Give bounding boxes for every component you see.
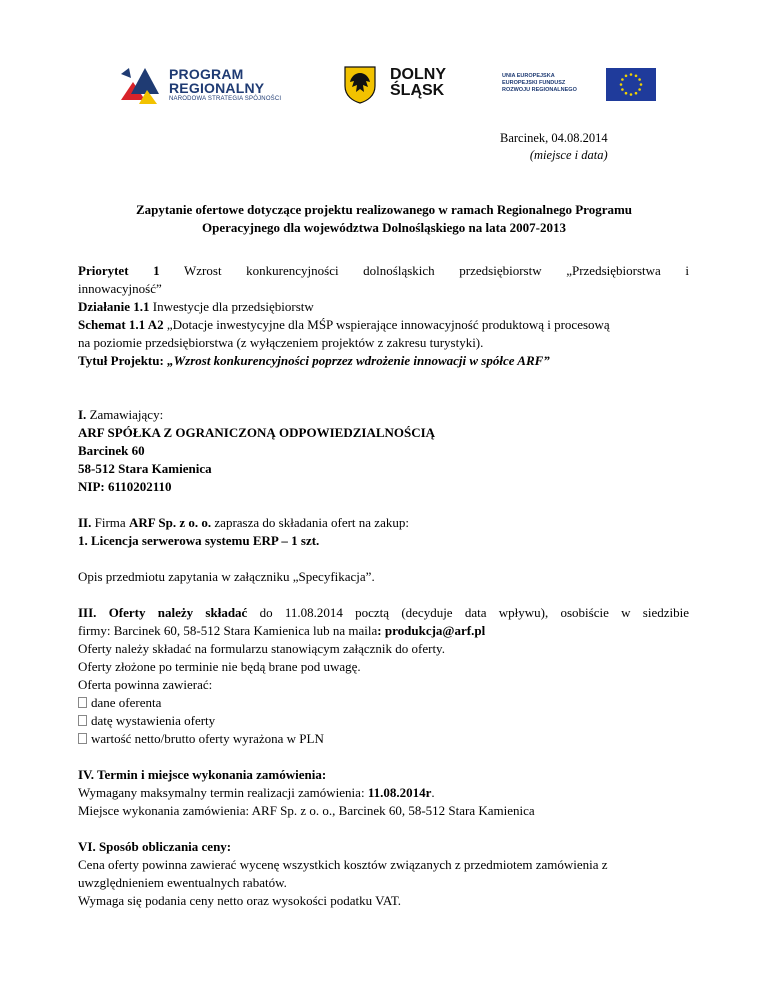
place-date — [500, 130, 608, 164]
section3-text1: do 11.08.2014 pocztą (decyduje data wpływu), osobiście w siedzibie — [259, 605, 689, 620]
priority-line — [78, 262, 689, 280]
list-item: wartość netto/brutto oferty wyrażona w PLN — [78, 730, 689, 748]
title-line2: Operacyjnego dla województwa Dolnośląskiego na lata 2007-2013 — [202, 220, 566, 235]
ordering-company-city: 58-512 Stara Kamienica — [78, 461, 212, 476]
purchase-item: 1. Licencja serwerowa systemu ERP – 1 szt. — [78, 533, 320, 548]
project-title-text: „Wzrost konkurencyjności poprzez wdrożenie innowacji w spółce ARF” — [167, 353, 550, 368]
document-body — [78, 262, 689, 910]
priority-line2: innowacyjność” — [78, 281, 162, 296]
section1-heading — [78, 406, 689, 424]
bullet-icon — [78, 715, 87, 726]
section2-pre: Firma — [94, 515, 126, 530]
ordering-company-nip: NIP: 6110202110 — [78, 479, 172, 494]
eu-logo-line1: UNIA EUROPEJSKA — [502, 73, 555, 79]
eu-logo-line2: EUROPEJSKI FUNDUSZ — [502, 80, 566, 86]
section3-heading: III. Oferty należy składać — [78, 605, 248, 620]
section2-num: II. — [78, 515, 92, 530]
priority-label: Priorytet 1 — [78, 263, 160, 278]
section1-label: Zamawiający: — [89, 407, 164, 422]
action-label: Działanie 1.1 — [78, 299, 150, 314]
section4-heading: IV. Termin i miejsce wykonania zamówienia: — [78, 767, 327, 782]
program-logo-line2: REGIONALNY — [169, 80, 265, 96]
contact-email: : produkcja@arf.pl — [377, 623, 486, 638]
list-item: dane oferenta — [78, 694, 689, 712]
program-regionalny-logo — [117, 60, 317, 108]
price-line3: Wymaga się podania ceny netto oraz wysokości podatku VAT. — [78, 893, 402, 908]
dolny-slask-line1: DOLNY — [390, 66, 446, 83]
price-line1: Cena oferty powinna zawierać wycenę wszystkich kosztów związanych z przedmiotem zamówienia z — [78, 857, 608, 872]
action-text: Inwestycje dla przedsiębiorstw — [152, 299, 314, 314]
priority-text: Wzrost konkurencyjności dolnośląskich przedsiębiorstw „Przedsiębiorstwa i — [184, 263, 689, 278]
document-title — [70, 201, 698, 237]
list-item: datę wystawienia oferty — [78, 712, 689, 730]
eu-flag-icon — [606, 68, 656, 101]
scheme-line2: na poziomie przedsiębiorstwa (z wyłączeniem projektów z zakresu turystyki). — [78, 335, 484, 350]
scheme-label: Schemat 1.1 A2 — [78, 317, 164, 332]
ordering-company-street: Barcinek 60 — [78, 443, 145, 458]
place-date-caption: (miejsce i data) — [529, 148, 608, 162]
eu-logo — [498, 65, 658, 105]
program-logo-line3: NARODOWA STRATEGIA SPÓJNOŚCI — [169, 96, 282, 102]
scheme-text: „Dotacje inwestycyjne dla MŚP wspierające innowacyjność produktową i procesową — [166, 317, 610, 332]
section3-text2: firmy: Barcinek 60, 58-512 Stara Kamienica lub na maila — [78, 623, 378, 638]
eu-logo-line3: ROZWOJU REGIONALNEGO — [502, 87, 577, 93]
ordering-company-name: ARF SPÓŁKA Z OGRANICZONĄ ODPOWIEDZIALNOŚCIĄ — [78, 425, 436, 440]
program-regionalny-emblem-icon — [117, 60, 165, 108]
deadline-date: 11.08.2014r — [367, 785, 432, 800]
title-line1: Zapytanie ofertowe dotyczące projektu realizowanego w ramach Regionalnego Programu — [135, 202, 633, 217]
section2-company: ARF Sp. z o. o. — [128, 515, 212, 530]
specification-note: Opis przedmiotu zapytania w załączniku „Specyfikacja”. — [78, 569, 375, 584]
bullet-icon — [78, 733, 87, 744]
section5-heading: VI. Sposób obliczania ceny: — [78, 839, 232, 854]
deadline-line: Wymagany maksymalny termin realizacji zamówienia: 11.08.2014r. — [78, 785, 435, 800]
late-note: Oferty złożone po terminie nie będą brane pod uwagę. — [78, 659, 361, 674]
project-title-line — [78, 352, 689, 370]
section3-line2 — [78, 622, 689, 640]
place-date-value: Barcinek, 04.08.2014 — [500, 131, 608, 145]
bullet-icon — [78, 697, 87, 708]
scheme-line — [78, 316, 689, 334]
action-line — [78, 298, 689, 316]
execution-place: Miejsce wykonania zamówienia: ARF Sp. z o. o., Barcinek 60, 58-512 Stara Kamienica — [78, 803, 535, 818]
offer-contents-label: Oferta powinna zawierać: — [78, 677, 213, 692]
project-title-label: Tytuł Projektu: — [78, 353, 164, 368]
section2-post: zaprasza do składania ofert na zakup: — [214, 515, 409, 530]
price-line2: uwzględnieniem ewentualnych rabatów. — [78, 875, 287, 890]
eagle-crest-icon — [340, 64, 380, 104]
program-logo-line1: PROGRAM — [169, 66, 244, 82]
dolny-slask-line2: ŚLĄSK — [390, 82, 445, 99]
form-note: Oferty należy składać na formularzu stanowiącym załącznik do oferty. — [78, 641, 445, 656]
section1-num: I. — [78, 407, 87, 422]
logo-bar — [0, 52, 768, 112]
section2-line — [78, 514, 689, 532]
dolny-slask-logo — [340, 64, 465, 104]
section3-line1 — [78, 604, 689, 622]
